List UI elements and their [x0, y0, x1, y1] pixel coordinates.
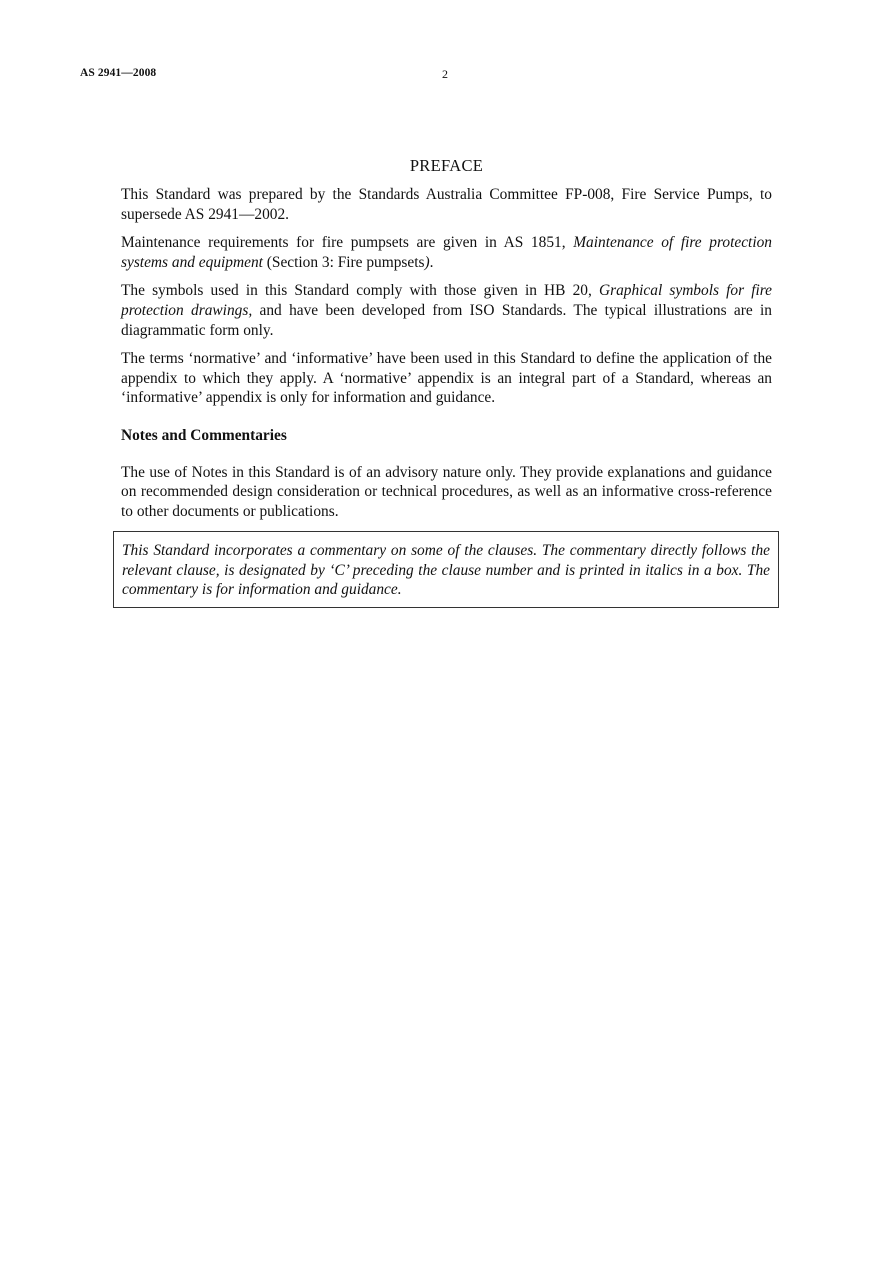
page-number: 2	[442, 67, 448, 81]
preface-paragraph-2	[121, 233, 772, 272]
preface-paragraph-4: The terms ‘normative’ and ‘informative’ have been used in this Standard to define the application of the appendix to which they apply. A ‘normative’ appendix is an integral part of a Standard, whereas an ‘informative’ appendix is only for information and guidance.	[121, 350, 772, 407]
paragraph-text: and have been developed from ISO Standards. The typical illustrations are in diagrammatic form only.	[121, 301, 773, 339]
commentary-box	[113, 531, 779, 608]
paragraph-text: (Section 3: Fire pumpsets	[262, 253, 425, 271]
preface-paragraph-1: This Standard was prepared by the Standards Australia Committee FP-008, Fire Service Pumps, to supersede AS 2941—2002.	[121, 186, 772, 223]
notes-paragraph: The use of Notes in this Standard is of an advisory nature only. They provide explanations and guidance on recommended design consideration or technical procedures, as well as an informative cross-reference to other documents or publications.	[121, 463, 772, 520]
commentary-text: This Standard incorporates a commentary on some of the clauses. The commentary directly follows the relevant clause, is designated by ‘C’ preceding the clause number and is printed in italics in a box. The commentary is for information and guidance.	[122, 542, 770, 599]
standard-id-header: AS 2941—2008	[80, 67, 157, 79]
publication-title: Graphical symbols for fire protection drawings,	[121, 282, 773, 319]
preface-paragraph-3	[121, 281, 772, 340]
paragraph-text: .	[429, 253, 434, 271]
publication-title: Maintenance of fire protection systems and equipment	[121, 234, 772, 271]
notes-heading: Notes and Commentaries	[121, 426, 287, 444]
paragraph-text: )	[424, 253, 430, 271]
preface-title: PREFACE	[409, 156, 484, 175]
preface-section	[121, 156, 772, 530]
paragraph-text: Maintenance requirements for fire pumpsets are given in AS 1851,	[121, 234, 574, 252]
paragraph-text: The symbols used in this Standard comply with those given in HB 20,	[121, 282, 599, 300]
